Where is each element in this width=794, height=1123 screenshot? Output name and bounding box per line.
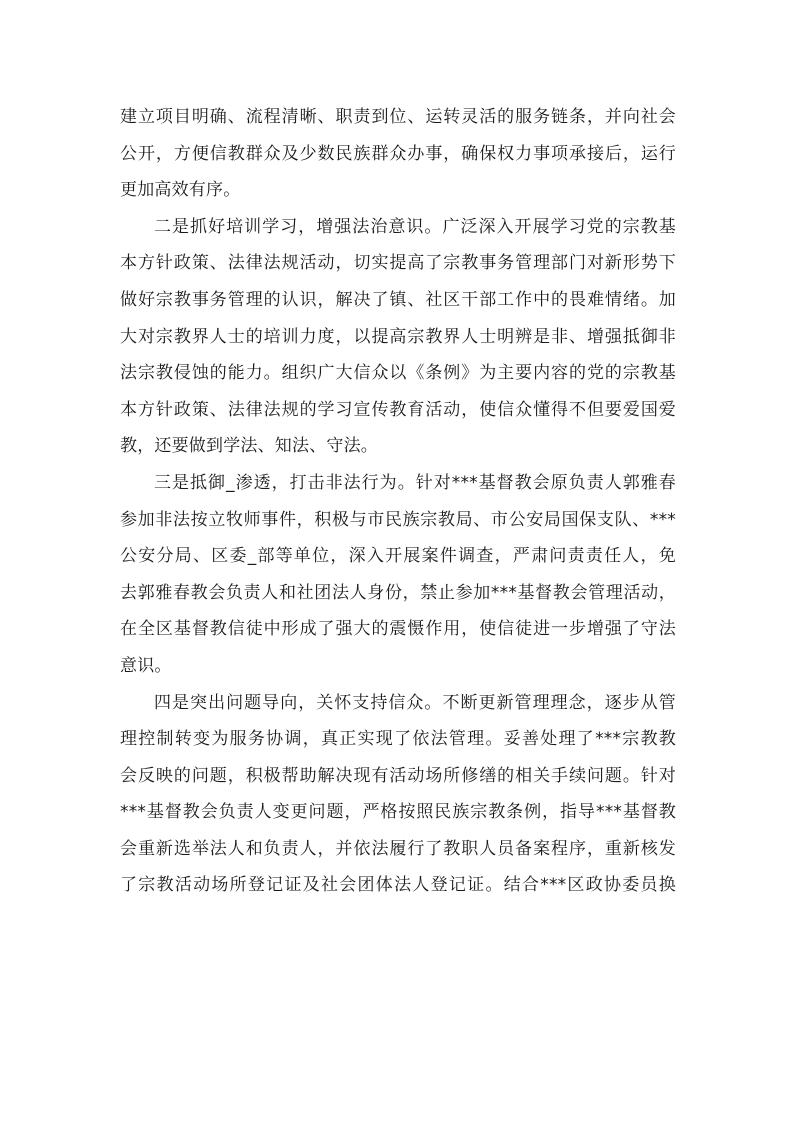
- text-line: 法宗教侵蚀的能力。组织广大信众以《条例》为主要内容的党的宗教基: [120, 363, 676, 384]
- text-line: 理控制转变为服务协调，真正实现了依法管理。妥善处理了***宗教教: [120, 729, 676, 750]
- text-line: 会反映的问题，积极帮助解决现有活动场所修缮的相关手续问题。针对: [120, 765, 676, 786]
- text-line: 建立项目明确、流程清晰、职责到位、运转灵活的服务链条，并向社会: [120, 107, 676, 127]
- text-line: 做好宗教事务管理的认识，解决了镇、社区干部工作中的畏难情绪。加: [120, 289, 676, 310]
- text-line: 三是抵御_渗透，打击非法行为。针对***基督教会原负责人郭雅春: [154, 472, 676, 493]
- text-line: 教，还要做到学法、知法、守法。: [120, 436, 378, 457]
- paragraph-problem-oriented: [120, 685, 676, 905]
- text-line: 参加非法按立牧师事件，积极与市民族宗教局、市公安局国保支队、***: [120, 509, 676, 530]
- paragraph-continued: [120, 99, 676, 209]
- text-line: 大对宗教界人士的培训力度，以提高宗教界人士明辨是非、增强抵御非: [120, 326, 676, 347]
- text-line: 公安分局、区委_部等单位，深入开展案件调查，严肃问责责任人，免: [120, 546, 676, 567]
- paragraph-training: [120, 209, 676, 465]
- text-line: 在全区基督教信徒中形成了强大的震慑作用，使信徒进一步增强了守法: [120, 619, 676, 640]
- document-body: [120, 99, 676, 904]
- text-line: 去郭雅春教会负责人和社团法人身份，禁止参加***基督教会管理活动，: [120, 582, 676, 603]
- text-line: 意识。: [120, 655, 172, 676]
- paragraph-resist: [120, 465, 676, 685]
- text-line: 四是突出问题导向，关怀支持信众。不断更新管理理念，逐步从管: [154, 692, 676, 713]
- text-line: ***基督教会负责人变更问题，严格按照民族宗教条例，指导***基督教: [120, 802, 676, 823]
- text-line: 会重新选举法人和负责人，并依法履行了教职人员备案程序，重新核发: [120, 838, 676, 859]
- text-line: 本方针政策、法律法规的学习宣传教育活动，使信众懂得不但要爱国爱: [120, 399, 676, 420]
- text-line: 本方针政策、法律法规活动，切实提高了宗教事务管理部门对新形势下: [120, 253, 676, 274]
- text-line: 二是抓好培训学习，增强法治意识。广泛深入开展学习党的宗教基: [154, 216, 676, 237]
- text-line: 更加高效有序。: [120, 180, 241, 201]
- text-line: 了宗教活动场所登记证及社会团体法人登记证。结合***区政协委员换: [120, 875, 676, 896]
- text-line: 公开，方便信教群众及少数民族群众办事，确保权力事项承接后，运行: [120, 143, 676, 164]
